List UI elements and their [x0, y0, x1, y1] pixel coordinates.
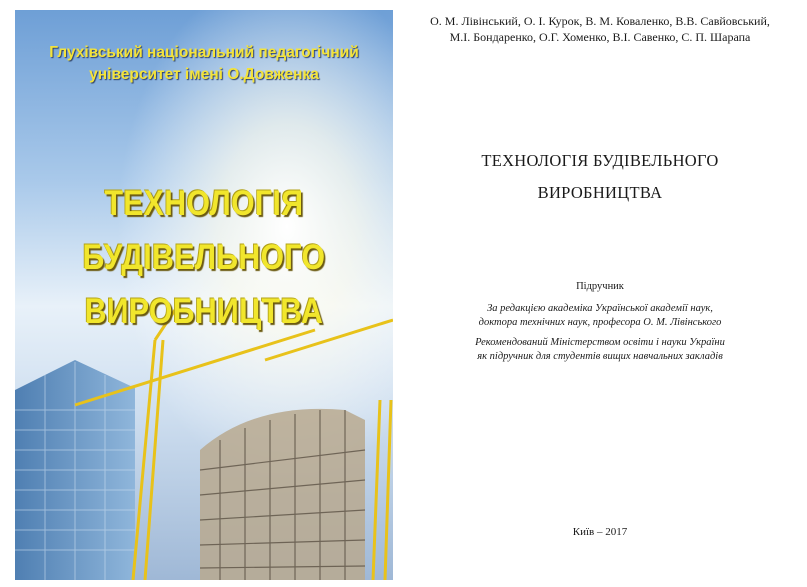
cover-university-line1: Глухівський національний педагогічний [49, 44, 359, 61]
recommendation-line1: Рекомендований Міністерством освіти і науки України [475, 337, 725, 348]
editor-line2: доктора технічних наук, професора О. М. Лівінського [478, 317, 722, 328]
cover-title-line3: ВИРОБНИЦТВА [84, 292, 324, 331]
cover-title-line1: ТЕХНОЛОГІЯ [104, 184, 304, 223]
authors-line1: О. М. Лівінський, О. І. Курок, В. М. Коваленко, В.В. Савйовський, [430, 14, 770, 28]
title-page [393, 0, 807, 587]
editor-line1: За редакцією академіка Української академії наук, [487, 303, 713, 314]
book-genre: Підручник [576, 281, 624, 292]
book-cover [15, 10, 393, 580]
cover-university-line2: університет імені О.Довженка [89, 66, 319, 83]
book-title-line1: ТЕХНОЛОГІЯ БУДІВЕЛЬНОГО [481, 151, 719, 170]
cover-title-line2: БУДІВЕЛЬНОГО [82, 238, 326, 277]
book-title-line2: ВИРОБНИЦТВА [537, 183, 663, 202]
recommendation-line2: як підручник для студентів вищих навчальних закладів [477, 351, 723, 362]
authors-line2: М.І. Бондаренко, О.Г. Хоменко, В.І. Савенко, С. П. Шарапа [449, 30, 751, 44]
building-under-construction [200, 409, 365, 580]
place-year: Київ – 2017 [572, 526, 628, 538]
